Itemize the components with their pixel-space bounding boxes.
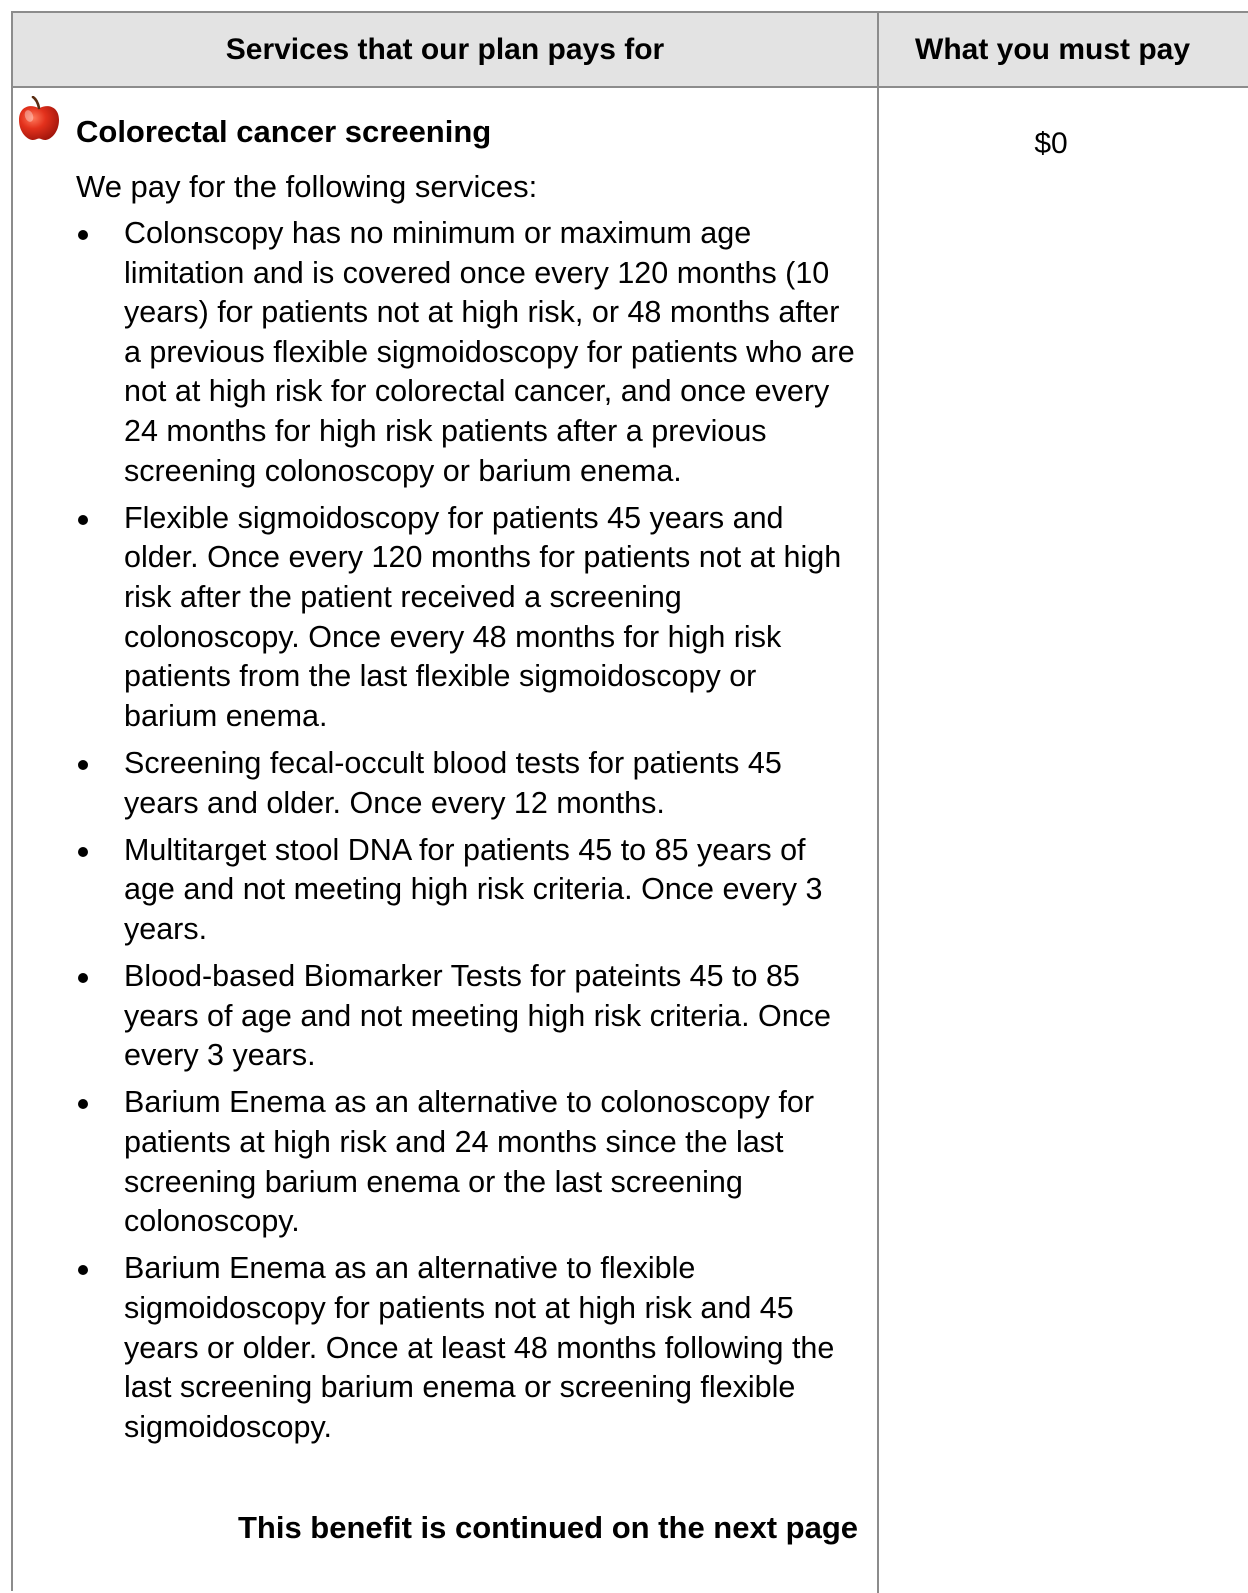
bullet-icon [78, 973, 88, 983]
pay-amount: $0 [1034, 127, 1068, 160]
benefit-bullet-list [76, 214, 856, 1455]
bullet-text: Screening fecal-occult blood tests for patients 45 years and older. Once every 12 months. [124, 745, 782, 820]
list-item [76, 1083, 856, 1241]
benefit-intro: We pay for the following services: [76, 169, 538, 204]
bullet-text: Multitarget stool DNA for patients 45 to 85 years of age and not meeting high risk criteria. Once every 3 years. [124, 832, 823, 946]
bullet-icon [78, 515, 88, 525]
bullet-icon [78, 1099, 88, 1109]
bullet-text: Flexible sigmoidoscopy for patients 45 years and older. Once every 120 months for patients not at high risk after the patient received a screening colonoscopy. Once every 48 months for high risk patients from the last flexible sigmoidoscopy or barium enema. [124, 500, 842, 733]
list-item [76, 1249, 856, 1447]
table-header-row [13, 13, 1248, 88]
bullet-text: Barium Enema as an alternative to flexible sigmoidoscopy for patients not at high risk and 45 years or older. Once at least 48 months following the last screening barium enema or screening flexible sigmoidoscopy. [124, 1251, 835, 1444]
header-services: Services that our plan pays for [225, 32, 665, 66]
benefit-title: Colorectal cancer screening [76, 114, 492, 149]
list-item [76, 214, 856, 491]
bullet-text: Colonscopy has no minimum or maximum age limitation and is covered once every 120 months (10 years) for patients not at high risk, or 48 months after a previous flexible sigmoidoscopy for patients who are not at high risk for colorectal cancer, and once every 24 months for high risk patients after a previous screening colonoscopy or barium enema. [124, 216, 855, 488]
list-item [76, 744, 856, 823]
apple-icon [17, 96, 61, 142]
header-pay: What you must pay [915, 32, 1191, 66]
bullet-icon [78, 847, 88, 857]
bullet-text: Blood-based Biomarker Tests for pateints 45 to 85 years of age and not meeting high risk criteria. Once every 3 years. [124, 959, 831, 1073]
list-item [76, 957, 856, 1076]
bullet-icon [78, 760, 88, 770]
column-divider [877, 13, 879, 1593]
bullet-icon [78, 230, 88, 240]
continued-note: This benefit is continued on the next page [237, 1510, 858, 1545]
list-item [76, 831, 856, 950]
bullet-text: Barium Enema as an alternative to colonoscopy for patients at high risk and 24 months since the last screening barium enema or the last screening colonoscopy. [124, 1085, 815, 1239]
bullet-icon [78, 1265, 88, 1275]
list-item [76, 499, 856, 737]
